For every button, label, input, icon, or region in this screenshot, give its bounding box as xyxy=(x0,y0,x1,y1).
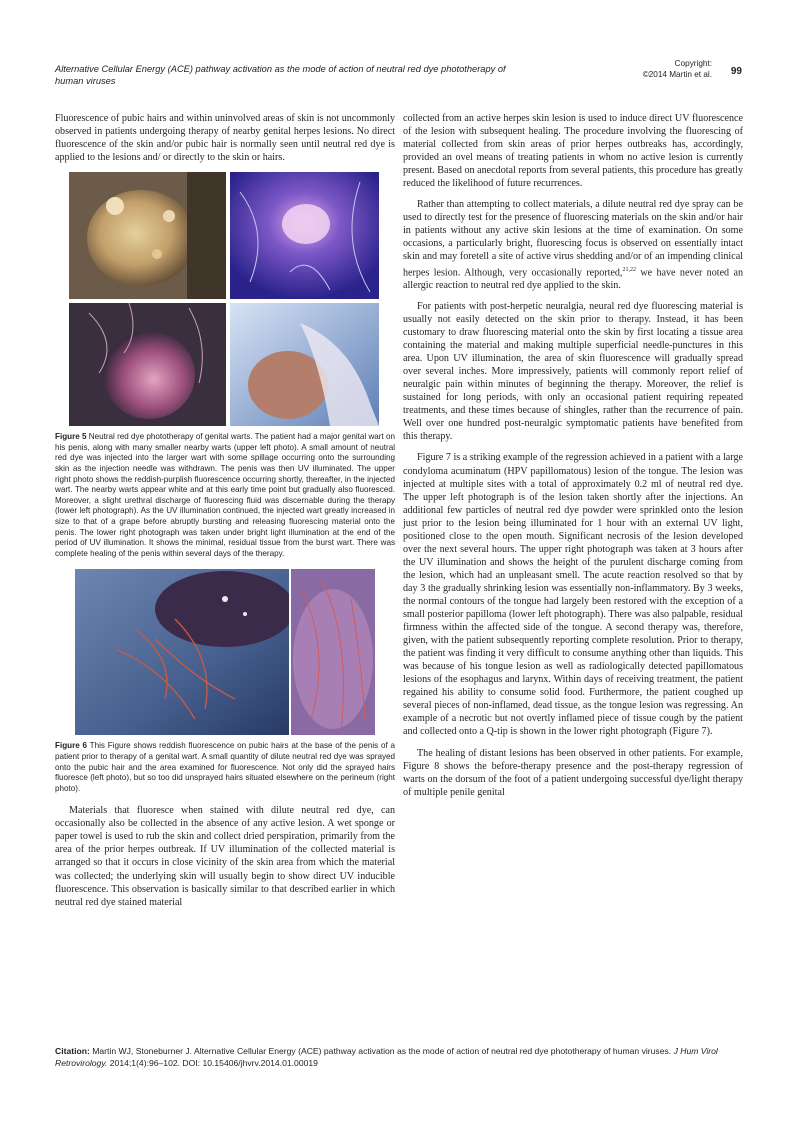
figure-6-label: Figure 6 xyxy=(55,741,88,751)
running-header-title: Alternative Cellular Energy (ACE) pathway activation as the mode of action of neutral red dye phototherapy of human viruses xyxy=(55,64,506,86)
paragraph: Figure 7 is a striking example of the regression achieved in a patient with a large condyloma acuminatum (HPV papillomatous) lesion of the tongue. The lesion was injected at multiple sites with a total of approximately 0.2 ml of neutral red dye. The upper left photograph is of the lesion taken shortly after the injections. An additional few particles of neutral red dye powder were sprinkled onto the lesion just prior to the lesion being illuminated for 1 hour with an external UV light, positioned close to the open mouth. Significant necrosis of the lesion developed over the next several hours. The upper right photograph was taken at 3 hours after the UV illumination and shows the height of the purulent discharge coming from the lesion, which had an unpleasant smell. The acute reaction resolved so that by day 3 the gradually shrinking lesion was essentially non-inflammatory. By 3 weeks, the normal contours of the tongue had largely been restored with the exception of a small posterior papilloma (lower left photograph). There was also palpable, residual firmness within the affected side of the tongue. A second therapy was, therefore, given, with the patient subsequently reporting complete resolution. Prior to therapy, the patient was finding it very difficult to consume anything other than liquids. This was because of his tongue lesion as well as radiologically detected papillomatous lesions of the esophagus and larynx. Within days of receiving treatment, the patient regained his ability to consume solid food. Furthermore, the patient coughed up several pieces of non-inflamed, dead tissue, as the tongue lesion was regressing. An example of a necrotic but not overtly inflamed piece of tissue cough by the patient and collected onto a Q-tip is shown in the lower right photograph (Figure 7). xyxy=(403,452,743,738)
left-column xyxy=(55,112,395,917)
citation-label: Citation: xyxy=(55,1046,90,1056)
right-column xyxy=(403,112,743,807)
header-right-block xyxy=(600,57,742,87)
photo-upper-left-genital-wart xyxy=(69,172,226,299)
paragraph xyxy=(403,198,743,292)
photo-upper-right-uv-fluorescence xyxy=(230,172,379,299)
paragraph: Fluorescence of pubic hairs and within uninvolved areas of skin is not uncommonly observed in patients undergoing therapy of nearby genital herpes lesions. No direct fluorescence of the skin and/or pubic hair is normally seen until neutral red dye is applied to the lesions and/ or directly to the skin or hairs. xyxy=(55,113,395,164)
paragraph-text: we have never noted an allergic reaction to neutral red dye applied to the skin. xyxy=(403,266,744,291)
figure-5-photos xyxy=(69,172,379,426)
figure-6-photos xyxy=(75,569,375,735)
citation-journal: J Hum Virol Retrovirology. xyxy=(55,1046,718,1068)
reference-superscript: 21,22 xyxy=(622,266,636,273)
citation xyxy=(55,1046,745,1069)
paragraph: collected from an active herpes skin lesion is used to induce direct UV fluorescence of the lesion with subsequent healing. The procedure involving the fluorescing of material collected from skin areas of prior herpes outbreaks has, accordingly, provided an ovel means of treating patients in whom no active lesion is currently present. Based on anecdotal reports from several patients, this procedure has greatly reduced the likelihood of future recurrences. xyxy=(403,113,743,190)
copyright-text: ©2014 Martin et al. xyxy=(642,69,712,79)
copyright-notice xyxy=(602,59,712,80)
copyright-label: Copyright: xyxy=(674,59,712,68)
citation-volume-doi: 2014;1(4):96‒102. DOI: 10.15406/jhvrv.2014.01.00019 xyxy=(107,1057,318,1068)
page-number: 99 xyxy=(730,66,742,77)
figure-5-caption xyxy=(55,432,395,559)
photo-lower-left-urethral-discharge xyxy=(69,303,226,426)
paragraph: The healing of distant lesions has been observed in other patients. For example, Figure 8 shows the before-therapy presence and the post-therapy regression of warts on the dorsum of the foot of a patient undergoing successful dye/light therapy of multiple penile genital xyxy=(403,747,743,798)
figure-5-caption-text: Neutral red dye phototherapy of genital warts. The patient had a major genital wart on his penis, along with many smaller nearby warts (upper left photo). A small amount of neutral red dye was injected into the larger wart with some spillage occurring onto the surrounding skin as the injection needle was withdrawn. The penis was then UV illuminated. The upper right photo shows the reddish-purplish fluorescence occurring shortly, thereafter, in the injected wart. The nearby warts appear white and at this early time point but gradually also fluoresced. Moreover, a slight urethral discharge of fluorescing fluid was discernable during the therapy (lower left photograph). As the UV illumination continued, the injected wart greatly increased in size to that of a grape before abruptly bursting and releasing fluorescing material onto the penis. The lower right photograph was taken under bright light illumination at the end of the period of UV illumination. It shows the minimal, residual tissue from the burst wart. There was complete healing of the penis within several days of the therapy. xyxy=(55,432,395,558)
paragraph: For patients with post-herpetic neuralgia, neural red dye fluorescing material is usually not easily detected on the skin prior to therapy. Instead, it has been customary to draw fluorescing material onto the skin by first locating a tissue area containing the material and making multiple superficial needle-punctures in this area. Upon UV illumination, the area of skin fluorescence will gradually spread over several inches. More impressively, patients will commonly report relief of neuralgic pain within minutes of beginning the therapy. Moreover, the relief is sustained for long periods, with only an occasional patient requiring repeated treatments, and these times because of shingles, rather than the recurrence of pain. Well over one hundred post-neuralgic symptomatic patients have benefited from this therapy. xyxy=(403,300,743,443)
figure-5-label: Figure 5 xyxy=(55,432,87,442)
photo-lower-right-healed-residual-tissue xyxy=(230,303,379,426)
photo-right-unsprayed-perineum-hair xyxy=(291,569,375,735)
paragraph-text: Rather than attempting to collect materials, a dilute neutral red dye spray can be used to directly test for the presence of fluorescing materials on the skin and/or hair in patients without any active skin lesions at the time of examination. On some occasions, a particularly bright, fluorescing focus is observed on essentially intact skin and may foretell a site of active virus shedding and/or of an impending clinical herpes lesion. Although, very occasionally reported, xyxy=(403,199,743,278)
figure-6-caption xyxy=(55,741,395,794)
figure-6-caption-text: This Figure shows reddish fluorescence on pubic hairs at the base of the penis of a patient prior to therapy of a genital wart. A small quantity of dilute neutral red dye was sprayed onto the pubic hair and the area examined for fluorescence. Not only did the sprayed hairs fluoresce (left photo), but so too did unsprayed hairs situated elsewhere on the perineum (right photo). xyxy=(55,741,395,793)
citation-text: Martin WJ, Stoneburner J. Alternative Cellular Energy (ACE) pathway activation as the mode of action of neutral red dye phototherapy of human viruses. xyxy=(89,1046,674,1056)
paragraph: Materials that fluoresce when stained with dilute neutral red dye, can occasionally also be collected in the absence of any active lesion. A wet sponge or paper towel is used to rub the skin and collect dried perspiration, primarily from the area of the prior herpes outbreak. If UV illumination of the collected material is arranged so that it occurs in close vicinity of the skin area from which the material was collected; the underlying skin will usually begin to show direct UV inducible fluorescence. This observation is basically similar to that described earlier in which neutral red dye stained material xyxy=(55,805,395,908)
photo-left-sprayed-pubic-hair xyxy=(75,569,289,735)
